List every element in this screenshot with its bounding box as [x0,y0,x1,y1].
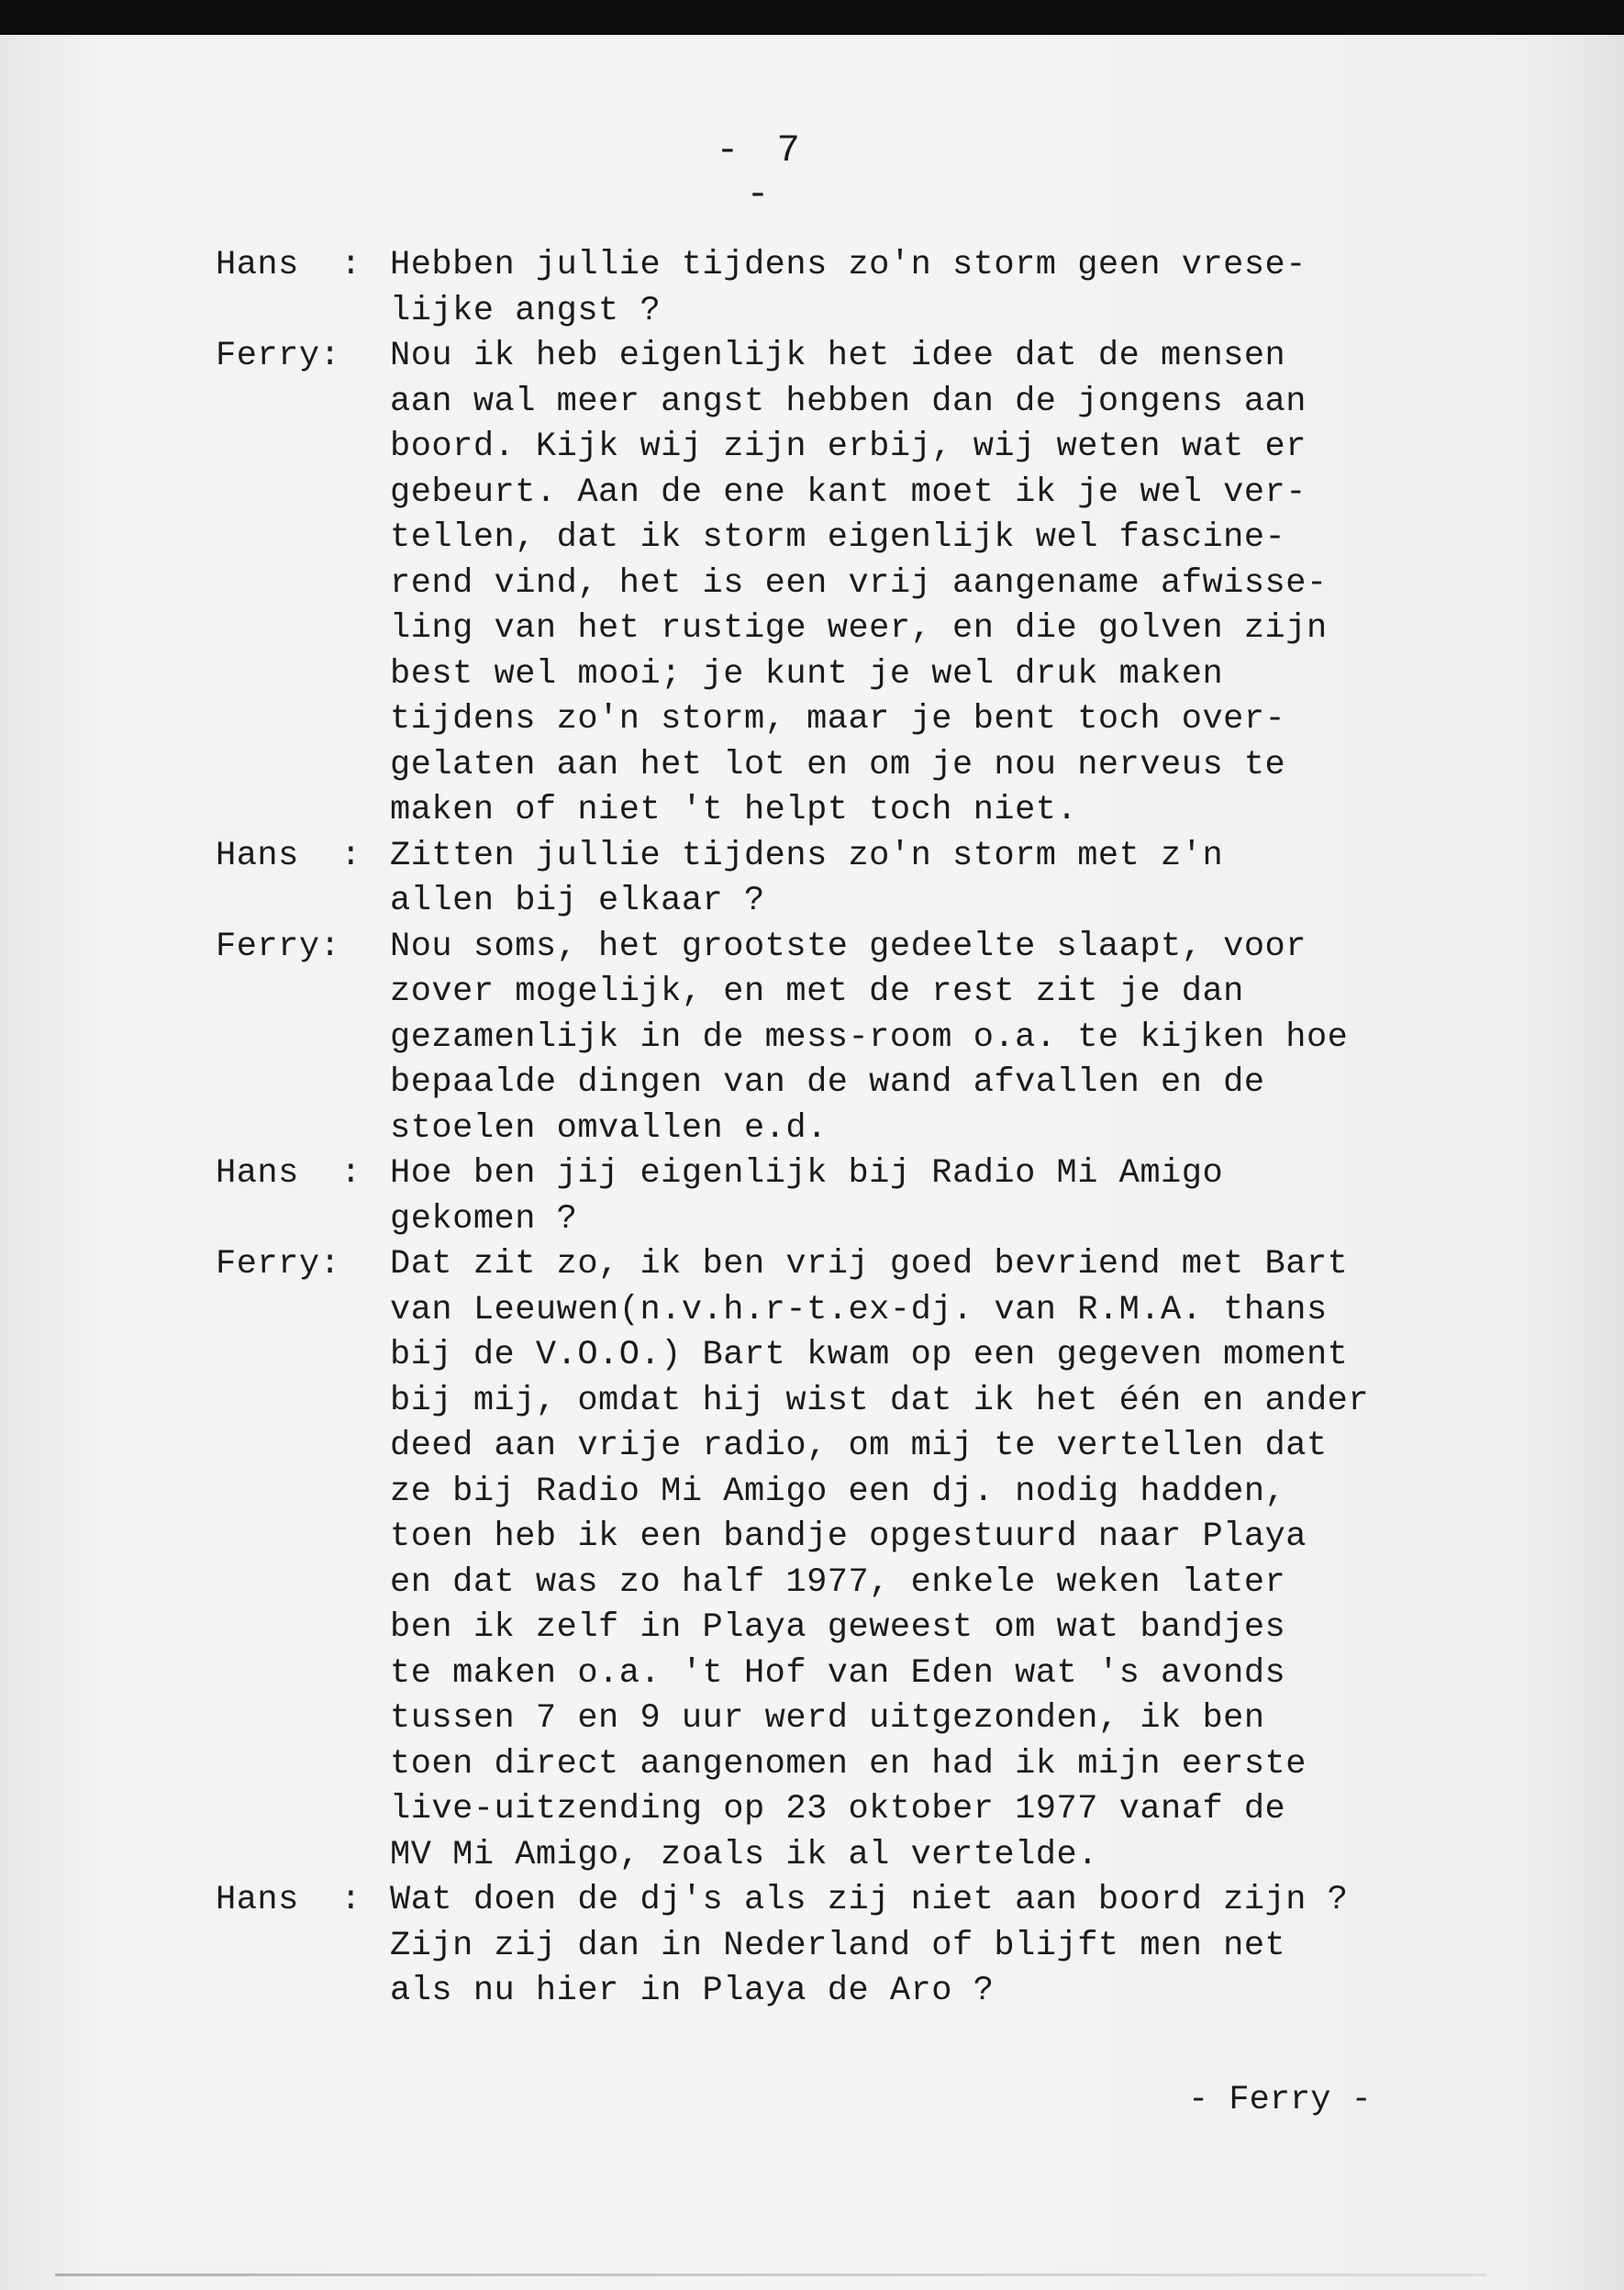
text-line: stoelen omvallen e.d. [390,1109,828,1148]
text-line: MV Mi Amigo, zoals ik al vertelde. [390,1836,1098,1874]
text-line: maken of niet 't helpt toch niet. [390,791,1078,829]
text-line: Hebben jullie tijdens zo'n storm geen vrese- [390,246,1307,284]
text-line: te maken o.a. 't Hof van Eden wat 's avonds [390,1654,1286,1693]
speaker-label: Ferry: [216,337,341,375]
text-line: ling van het rustige weer, en die golven zijn [390,609,1328,648]
text-line: tussen 7 en 9 uur werd uitgezonden, ik ben [390,1699,1265,1738]
text-line: rend vind, het is een vrij aangename afwisse- [390,564,1328,603]
text-line: tijdens zo'n storm, maar je bent toch over- [390,700,1286,739]
text-line: live-uitzending op 23 oktober 1977 vanaf de [390,1790,1286,1829]
text-line: Dat zit zo, ik ben vrij goed bevriend met Bart [390,1245,1349,1284]
text-line: bij mij, omdat hij wist dat ik het één en ander [390,1382,1370,1420]
text-line: toen heb ik een bandje opgestuurd naar Playa [390,1517,1307,1556]
text-line: best wel mooi; je kunt je wel druk maken [390,655,1224,694]
text-line: ze bij Radio Mi Amigo een dj. nodig hadden, [390,1473,1286,1511]
text-line: gezamenlijk in de mess-room o.a. te kijken hoe [390,1018,1349,1057]
text-line: zover mogelijk, en met de rest zit je dan [390,973,1244,1011]
text-line: allen bij elkaar ? [390,882,765,920]
text-line: Hoe ben jij eigenlijk bij Radio Mi Amigo [390,1154,1224,1193]
text-line: als nu hier in Playa de Aro ? [390,1972,995,2010]
scan-top-border [0,0,1624,35]
text-line: Nou ik heb eigenlijk het idee dat de mensen [390,337,1286,375]
speaker-label: Hans : [216,1154,362,1193]
speaker-label: Ferry: [216,1245,341,1284]
text-line: boord. Kijk wij zijn erbij, wij weten wat er [390,428,1307,466]
text-line: van Leeuwen(n.v.h.r-t.ex-dj. van R.M.A. thans [390,1291,1328,1329]
speaker-label: Hans : [216,246,362,284]
text-line: gekomen ? [390,1200,578,1239]
text-line: toen direct aangenomen en had ik mijn eerste [390,1745,1307,1784]
text-line: tellen, dat ik storm eigenlijk wel fascine- [390,518,1286,557]
text-line: bij de V.O.O.) Bart kwam op een gegeven moment [390,1336,1349,1374]
speaker-label: Ferry: [216,928,341,966]
text-line: gebeurt. Aan de ene kant moet ik je wel ver- [390,473,1307,512]
page-number: - 7 - [716,128,807,217]
text-line: en dat was zo half 1977, enkele weken later [390,1563,1286,1602]
text-line: ben ik zelf in Playa geweest om wat bandjes [390,1608,1286,1647]
speaker-label: Hans : [216,837,362,875]
text-line: Zijn zij dan in Nederland of blijft men net [390,1927,1286,1965]
signature: - Ferry - [1188,2081,1372,2119]
text-line: deed aan vrije radio, om mij te vertellen dat [390,1427,1328,1465]
scan-bottom-edge [55,2273,1486,2276]
text-line: lijke angst ? [390,292,662,330]
text-line: Wat doen de dj's als zij niet aan boord zijn ? [390,1881,1349,1919]
text-line: Zitten jullie tijdens zo'n storm met z'n [390,837,1224,875]
text-line: bepaalde dingen van de wand afvallen en de [390,1063,1265,1102]
text-line: aan wal meer angst hebben dan de jongens aan [390,383,1307,421]
text-line: gelaten aan het lot en om je nou nerveus te [390,746,1286,784]
speaker-label: Hans : [216,1881,362,1919]
text-line: Nou soms, het grootste gedeelte slaapt, voor [390,928,1307,966]
